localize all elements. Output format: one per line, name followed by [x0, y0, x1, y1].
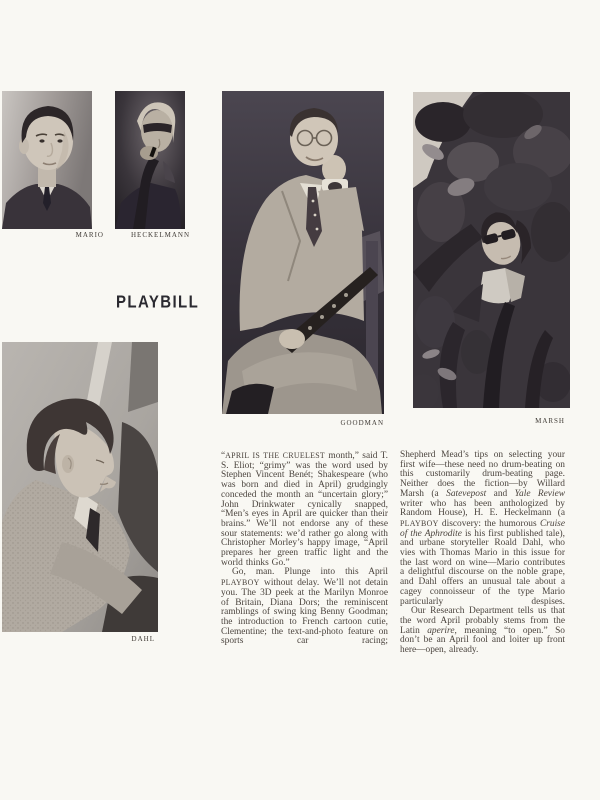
mario-portrait-illustration [2, 91, 92, 229]
article-paragraph: “APRIL IS THE CRUELEST month,” said T. S. Eliot; “grimy” was the word used by Stephen Vincent Benét; Shakespeare (who was born and died in April) grudgingly conceded the month an “uncertain glory;” John Drinkwater cynically snapped, “Men’s eyes in April are quicker than their brains.” We’ll not endorse any of these sour statements: we’d rather go along with Christopher Morley’s happy image, “April prepares her green traffic light and the world thinks Go.” [221, 451, 388, 568]
article-paragraph: Shepherd Mead’s tips on selecting your first wife—these need no drum-beating on this customarily drum-beating page. Neither does the fiction—by Willard Marsh (a Satevepost and Yale Review writer who has been anthologized by Random House), H. E. Heckelmann (a PLAYBOY discovery: the humorous Cruise of the Aphrodite is his first published tale), and urbane storyteller Roald Dahl, who vies with Thomas Mario in this issue for the last word on wine—Mario contributes a delightful discourse on the noble grape, and Dahl offers an unusual tale about a cagey connoisseur of the type Mario particularly despises. [400, 450, 565, 607]
heckelmann-caption: HECKELMANN [131, 231, 190, 239]
marsh-caption: MARSH [535, 417, 565, 425]
article-paragraph: Go, man. Plunge into this April PLAYBOY without delay. We’ll not detain you. The 3D peek at the Marilyn Monroe of Britain, Diana Dors; the reminiscent ramblings of swing king Benny Goodman; the introduction to French cartoon cutie, Clementine; the text-and-photo feature on sports car racing; [221, 567, 388, 647]
marsh-photo [413, 92, 570, 408]
goodman-caption: GOODMAN [340, 419, 384, 427]
dahl-portrait-illustration [2, 342, 158, 632]
dahl-photo [2, 342, 158, 632]
article-column-right [400, 451, 565, 656]
article-paragraph: Our Research Department tells us that the word April probably stems from the Latin aperire, meaning “to open.” So don’t be an April fool and loiter up front here—open, already. [400, 606, 565, 656]
goodman-portrait-illustration [222, 91, 384, 414]
article-column-left [221, 451, 388, 647]
heckelmann-portrait-illustration [115, 91, 185, 229]
dahl-caption: DAHL [131, 635, 155, 643]
mario-photo [2, 91, 92, 229]
heckelmann-photo [115, 91, 185, 229]
mario-caption: MARIO [75, 231, 104, 239]
marsh-portrait-illustration [413, 92, 570, 408]
goodman-photo [222, 91, 384, 414]
page-title: PLAYBILL [116, 292, 200, 313]
